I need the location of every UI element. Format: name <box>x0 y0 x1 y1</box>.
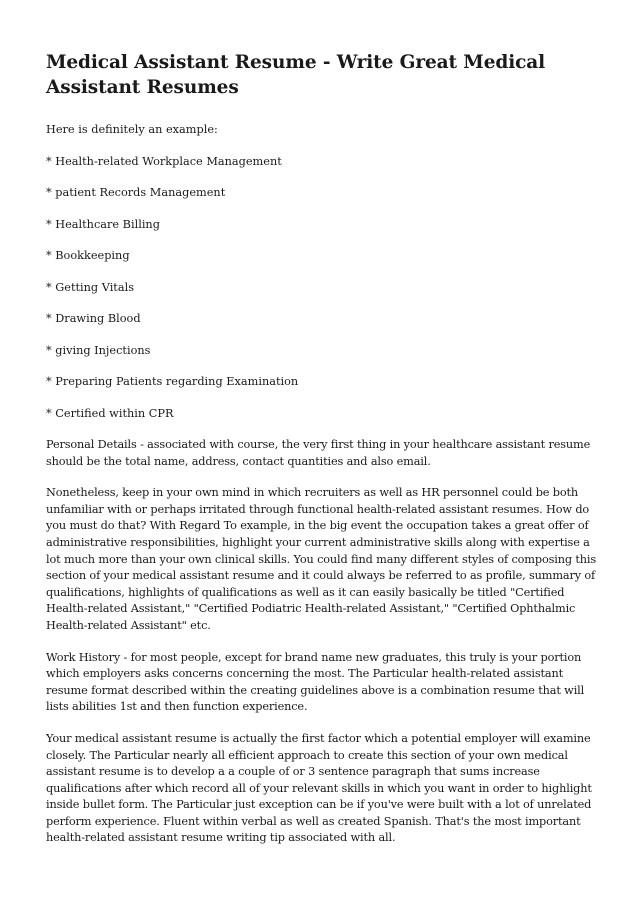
document-title: Medical Assistant Resume - Write Great Medical Assistant Resumes <box>46 52 546 98</box>
list-item: * patient Records Management <box>46 186 226 199</box>
list-item: * Healthcare Billing <box>46 217 160 231</box>
list-item: * Bookkeeping <box>46 249 130 262</box>
list-item: * Preparing Patients regarding Examination <box>46 375 299 388</box>
document-page <box>46 50 598 862</box>
paragraph-resume-tip: Your medical assistant resume is actually the first factor which a potential employer will examine closely. The Particular nearly all efficient approach to create this section of your own medical assistant resume is to develop a a couple of or 3 sentence paragraph that sums increase qualifications after which record all of your relevant skills in which you want in order to highlight inside bullet form. The Particular just exception can be if you've were built with a lot of unrelated perform experience. Fluent within verbal as well as created Spanish. That's the most important health-related assistant resume writing tip associated with all. <box>46 731 592 845</box>
list-item: * Drawing Blood <box>46 312 141 325</box>
paragraph-nonetheless: Nonetheless, keep in your own mind in which recruiters as well as HR personnel could be both unfamiliar with or perhaps irritated through functional health-related assistant resumes. How do you must do that? With Regard To example, in the big event the occupation takes a great offer of administrative responsibilities, highlight your current administrative skills along with expertise a lot much more than your own clinical skills. You could find many different styles of composing this section of your medical assistant resume and it could always be referred to as profile, summary of qualifications, highlights of qualifications as well as it can easily basically be titled "Certified Health-related Assistant," "Certified Podiatric Health-related Assistant," "Certified Ophthalmic Health-related Assistant" etc. <box>46 486 596 632</box>
paragraph-work-history: Work History - for most people, except for brand name new graduates, this truly is your portion which employers asks concerns concerning the most. The Particular health-related assistant resume format described within the creating guidelines above is a combination resume that will lists abilities 1st and then function experience. <box>46 650 585 714</box>
paragraph-personal-details: Personal Details - associated with course, the very first thing in your healthcare assistant resume should be the total name, address, contact quantities and also email. <box>46 438 591 468</box>
list-item: * Getting Vitals <box>46 280 134 294</box>
intro-line: Here is definitely an example: <box>46 123 218 136</box>
list-item: * Certified within CPR <box>46 406 174 420</box>
list-item: * Health-related Workplace Management <box>46 154 282 168</box>
list-item: * giving Injections <box>46 343 151 357</box>
